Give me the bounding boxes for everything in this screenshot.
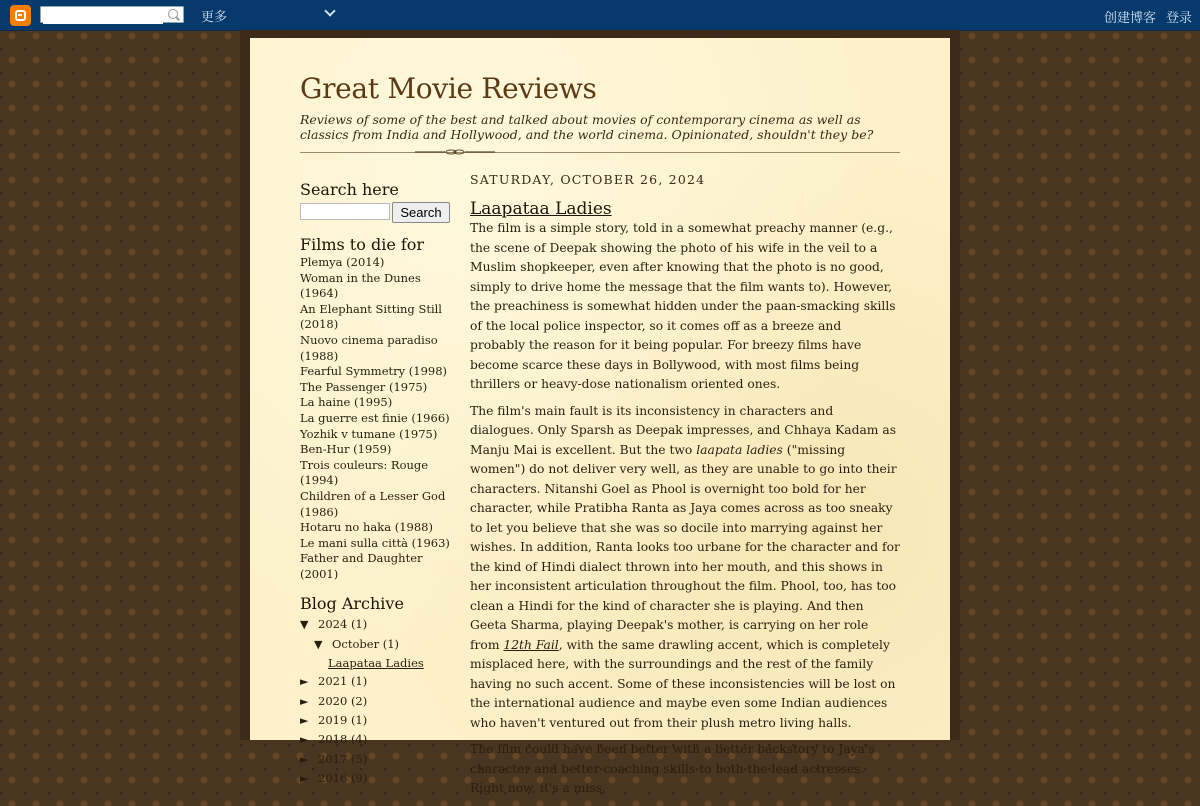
films-widget <box>300 235 455 582</box>
film-item: The Passenger (1975) <box>300 379 428 394</box>
film-item: Children of a Lesser God (1986) <box>300 488 446 519</box>
archive-count: (5) <box>350 751 368 766</box>
expand-toggle-icon[interactable]: ► <box>300 752 309 766</box>
expand-toggle-icon[interactable]: ► <box>300 675 309 689</box>
post-text: ("missing women") do not deliver very well, as they are unable to go into their characters. Nitanshi Goel as Phool is overnight too bold for her character, while Pratibha Ranta as Jaya comes across as too sneaky to let you believe that she was so docile into marrying against her wishes. In addition, Ranta looks too urbane for the character and for the kind of Hindi dialect thrown into her mouth, and this shows in her inconsistent articulation throughout the film. Phool, too, has too clean a Hindi for the kind of character she is playing. And then Geeta Sharma, playing Deepak's mother, is carrying on her role from <box>470 442 900 652</box>
create-blog-link[interactable]: 创建博客 <box>1104 10 1157 25</box>
film-item: Trois couleurs: Rouge (1994) <box>300 457 429 488</box>
login-link[interactable]: 登录 <box>1166 10 1193 25</box>
post-date-header: SATURDAY, OCTOBER 26, 2024 <box>470 172 706 187</box>
film-item: La guerre est finie (1966) <box>300 410 450 425</box>
blog-search-form <box>300 203 455 225</box>
archive-list <box>300 615 455 788</box>
film-link-12th-fail[interactable]: 12th Fail <box>503 637 559 652</box>
post-paragraph: The film is a simple story, told in a somewhat preachy manner (e.g., the scene of Deepak showing the photo of his wife in the veil to a Muslim shopkeeper, even after knowing that the photo is no good, simply to drive home the message that the film wants to). However, the preachiness is somewhat hidden under the paan-smacking skills of the local police inspector, so it comes off as a breeze and probably the reason for it being popular. For breezy films have become scarce these days in Bollywood, with most films being thrillers or heavy-dose nationalism oriented ones. <box>470 221 896 391</box>
archive-year-label[interactable]: 2019 <box>318 712 348 727</box>
film-item: Nuovo cinema paradiso (1988) <box>300 332 438 363</box>
archive-month-october[interactable] <box>300 635 455 654</box>
archive-year-label[interactable]: 2021 <box>318 674 348 689</box>
film-item: Woman in the Dunes (1964) <box>300 270 421 301</box>
post-text: The film's main fault is its inconsistency in characters and dialogues. Only Sparsh as Deepak impresses, and Chhaya Kadam as Manju Mai is excellent. But the two <box>470 403 897 457</box>
post-body <box>470 219 900 799</box>
post-paragraph: The film could have been better with a better backstory to Jaya's character and better coaching skills to both the lead actresses. Right now, it's a miss, <box>470 742 875 795</box>
archive-count: (2) <box>350 693 368 708</box>
archive-heading: Blog Archive <box>300 594 404 614</box>
archive-count: (1) <box>350 674 368 689</box>
archive-count: (9) <box>350 770 368 785</box>
archive-count: (4) <box>350 732 368 747</box>
archive-year-2017[interactable] <box>300 750 455 769</box>
film-item: Le mani sulla città (1963) <box>300 535 450 550</box>
film-item: Yozhik v tumane (1975) <box>300 426 438 441</box>
film-item: Hotaru no haka (1988) <box>300 520 433 535</box>
navbar <box>0 0 1200 31</box>
expand-toggle-icon[interactable]: ► <box>300 771 309 785</box>
blog-search-input[interactable] <box>300 203 390 220</box>
search-heading: Search here <box>300 180 399 199</box>
film-item: La haine (1995) <box>300 395 393 410</box>
blog-title[interactable]: Great Movie Reviews <box>300 72 597 105</box>
search-button[interactable]: Search <box>392 202 450 223</box>
film-item: Plemya (2014) <box>300 255 385 269</box>
film-item: Ben-Hur (1959) <box>300 442 392 457</box>
ornament-icon <box>415 149 495 155</box>
archive-year-2021[interactable] <box>300 672 455 691</box>
expand-toggle-icon[interactable]: ► <box>300 694 309 708</box>
blogger-logo-icon[interactable] <box>10 5 31 26</box>
post-italic-text: laapata ladies <box>696 442 783 457</box>
expand-toggle-icon[interactable]: ► <box>300 713 309 727</box>
archive-year-2019[interactable] <box>300 711 455 730</box>
main-column <box>470 172 900 806</box>
expand-toggle-icon[interactable]: ► <box>300 733 309 747</box>
archive-year-2020[interactable] <box>300 692 455 711</box>
post-title-link[interactable]: Laapataa Ladies <box>470 199 612 219</box>
post-paragraph <box>470 402 900 734</box>
archive-post-link[interactable]: Laapataa Ladies <box>328 656 424 671</box>
collapse-toggle-icon[interactable]: ▼ <box>314 637 323 651</box>
archive-count: (1) <box>382 636 400 651</box>
blog-archive-widget <box>300 594 455 788</box>
archive-year-2016[interactable] <box>300 769 455 788</box>
navbar-search-box[interactable] <box>40 6 184 23</box>
film-item: Fearful Symmetry (1998) <box>300 364 448 379</box>
header-divider <box>300 152 900 153</box>
archive-year-label[interactable]: 2024 <box>318 617 348 632</box>
archive-year-label[interactable]: 2018 <box>318 732 348 747</box>
navbar-search-input[interactable] <box>43 11 163 24</box>
film-item: An Elephant Sitting Still (2018) <box>300 301 442 332</box>
archive-count: (1) <box>350 617 368 632</box>
archive-year-2024[interactable] <box>300 615 455 634</box>
film-item: Father and Daughter (2001) <box>300 551 423 581</box>
archive-month-label[interactable]: October <box>332 636 380 651</box>
search-icon[interactable] <box>168 9 178 19</box>
more-menu-label[interactable]: 更多 <box>201 9 228 24</box>
chevron-down-icon[interactable] <box>324 5 335 16</box>
archive-year-label[interactable]: 2016 <box>318 770 348 785</box>
archive-year-label[interactable]: 2020 <box>318 693 348 708</box>
films-heading: Films to die for <box>300 235 425 254</box>
films-list <box>300 255 455 582</box>
post-text: , with the same drawling accent, which is completely misplaced here, with the surroundings and the rest of the family having no such accent. Some of these inconsistencies will be lost on the international audience and maybe even some Indian audiences who haven't ventured out from their plush metro living halls. <box>470 637 896 730</box>
archive-year-label[interactable]: 2017 <box>318 751 348 766</box>
sidebar <box>300 180 455 788</box>
archive-count: (1) <box>350 712 368 727</box>
blog-description: Reviews of some of the best and talked about movies of contemporary cinema as well as classics from India and Hollywood, and the world cinema. Opinionated, shouldn't they be? <box>300 112 874 142</box>
collapse-toggle-icon[interactable]: ▼ <box>300 618 309 632</box>
